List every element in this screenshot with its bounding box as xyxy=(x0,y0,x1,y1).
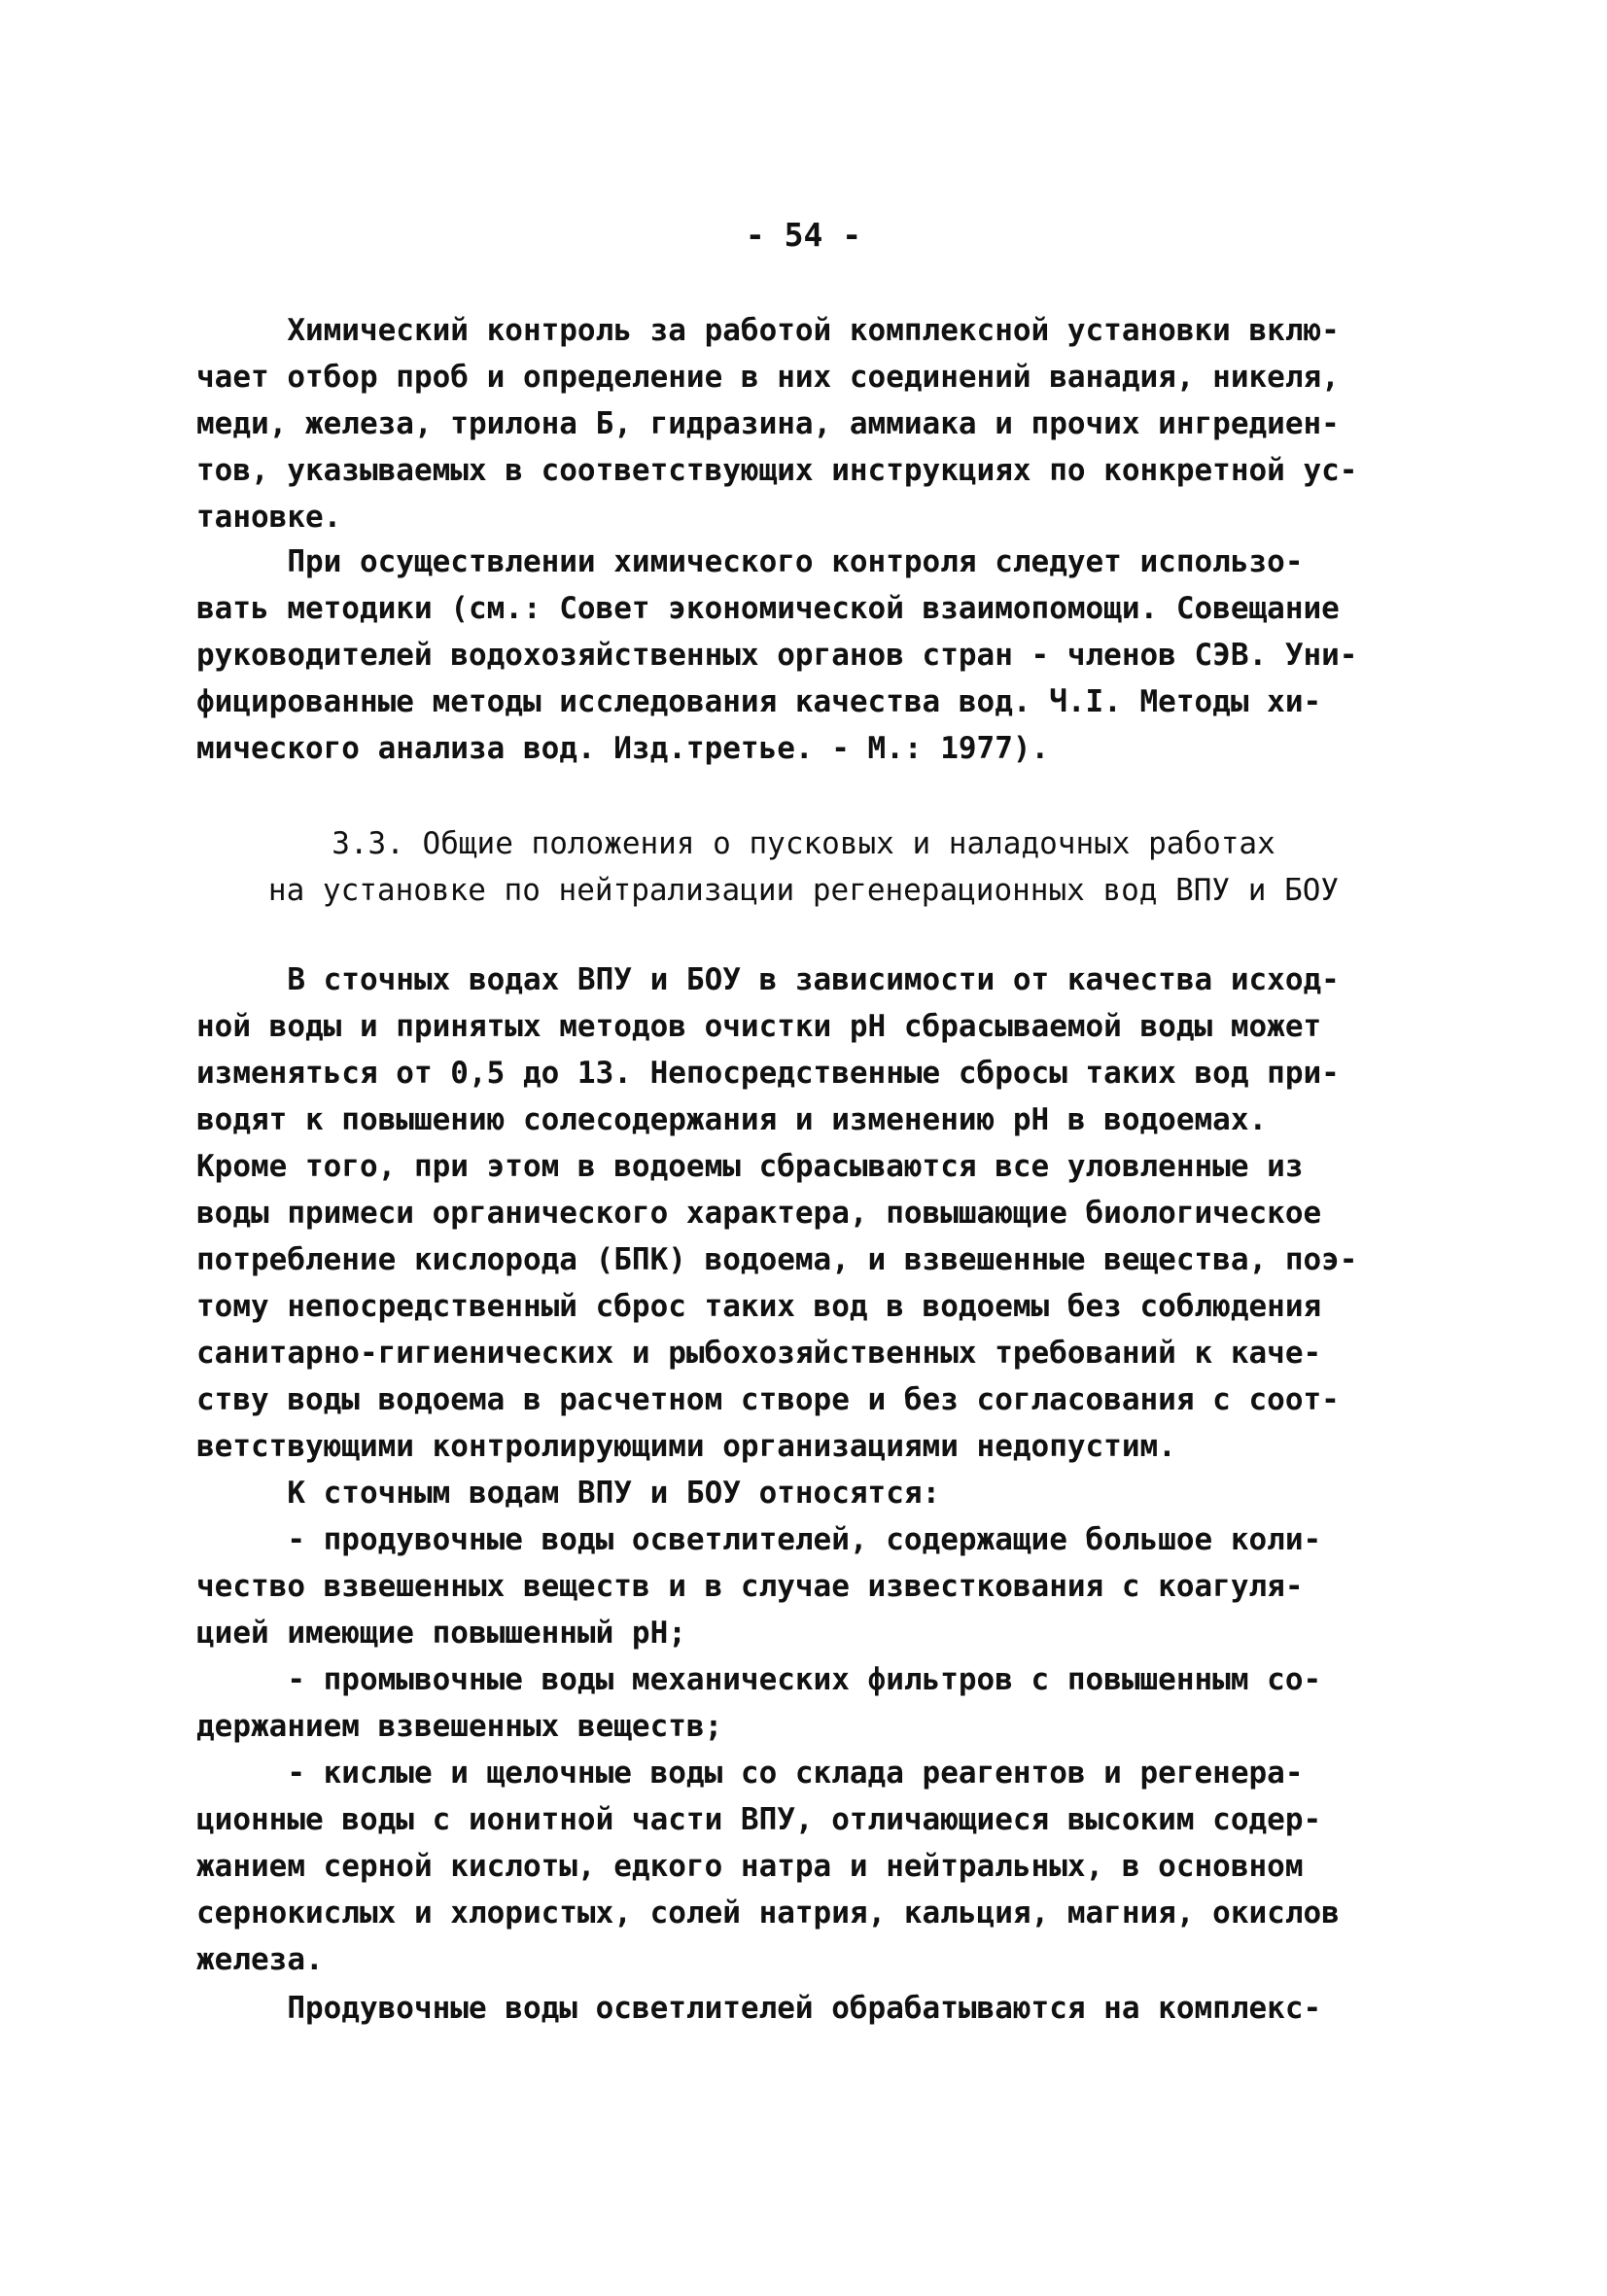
text-line: водят к повышению солесодержания и изменению рН в водоемах. xyxy=(196,1102,1268,1137)
text-line: вать методики (см.: Совет экономической взаимопомощи. Совещание xyxy=(196,591,1340,626)
list-item: - промывочные воды механических фильтров с повышенным со- xyxy=(196,1662,1322,1697)
text-line: ству воды водоема в расчетном створе и без согласования с соот- xyxy=(196,1382,1340,1417)
text-line: изменяться от 0,5 до 13. Непосредственные сбросы таких вод при- xyxy=(196,1056,1340,1091)
text-line: чает отбор проб и определение в них соединений ванадия, никеля, xyxy=(196,360,1340,395)
text-line: жанием серной кислоты, едкого натра и нейтральных, в основном xyxy=(196,1849,1304,1884)
text-line: меди, железа, трилона Б, гидразина, аммиака и прочих ингредиен- xyxy=(196,406,1340,441)
text-line: ной воды и принятых методов очистки рН сбрасываемой воды может xyxy=(196,1009,1322,1044)
text-line: руководителей водохозяйственных органов стран - членов СЭВ. Уни- xyxy=(196,638,1358,673)
text-line: Кроме того, при этом в водоемы сбрасываются все уловленные из xyxy=(196,1149,1304,1184)
text-line: санитарно-гигиенических и рыбохозяйственных требований к каче- xyxy=(196,1336,1322,1371)
text-line: потребление кислорода (БПК) водоема, и взвешенные вещества, поэ- xyxy=(196,1242,1358,1277)
text-line: ционные воды с ионитной части ВПУ, отличающиеся высоким содер- xyxy=(196,1802,1322,1837)
text-line: держанием взвешенных веществ; xyxy=(196,1709,723,1744)
text-line: В сточных водах ВПУ и БОУ в зависимости от качества исход- xyxy=(196,962,1340,997)
section-heading-line: 3.3. Общие положения о пусковых и наладочных работах xyxy=(332,826,1275,861)
text-line: фицированные методы исследования качества вод. Ч.I. Методы хи- xyxy=(196,684,1322,719)
text-line: сернокислых и хлористых, солей натрия, кальция, магния, окислов xyxy=(196,1896,1340,1931)
list-item: - продувочные воды осветлителей, содержащие большое коли- xyxy=(196,1522,1322,1557)
text-line: тановке. xyxy=(196,500,342,535)
page-number: - 54 - xyxy=(745,216,862,254)
text-line: чество взвешенных веществ и в случае известкования с коагуля- xyxy=(196,1569,1304,1604)
text-line: воды примеси органического характера, повышающие биологическое xyxy=(196,1196,1322,1231)
text-line: мического анализа вод. Изд.третье. - М.: 1977). xyxy=(196,731,1050,766)
text-line: ветствующими контролирующими организациями недопустим. xyxy=(196,1429,1176,1464)
text-line: При осуществлении химического контроля следует использо- xyxy=(196,544,1304,579)
text-line: К сточным водам ВПУ и БОУ относятся: xyxy=(196,1476,941,1511)
text-line: цией имеющие повышенный рН; xyxy=(196,1616,686,1651)
text-line: железа. xyxy=(196,1942,324,1977)
text-line: Продувочные воды осветлителей обрабатываются на комплекс- xyxy=(196,1991,1322,2026)
text-line: тому непосредственный сброс таких вод в водоемы без соблюдения xyxy=(196,1289,1322,1324)
text-line: Химический контроль за работой комплексной установки вклю- xyxy=(196,313,1340,348)
list-item: - кислые и щелочные воды со склада реагентов и регенера- xyxy=(196,1756,1304,1791)
section-heading-line: на установке по нейтрализации регенерационных вод ВПУ и БОУ xyxy=(267,873,1340,908)
text-line: тов, указываемых в соответствующих инструкциях по конкретной ус- xyxy=(196,453,1358,488)
